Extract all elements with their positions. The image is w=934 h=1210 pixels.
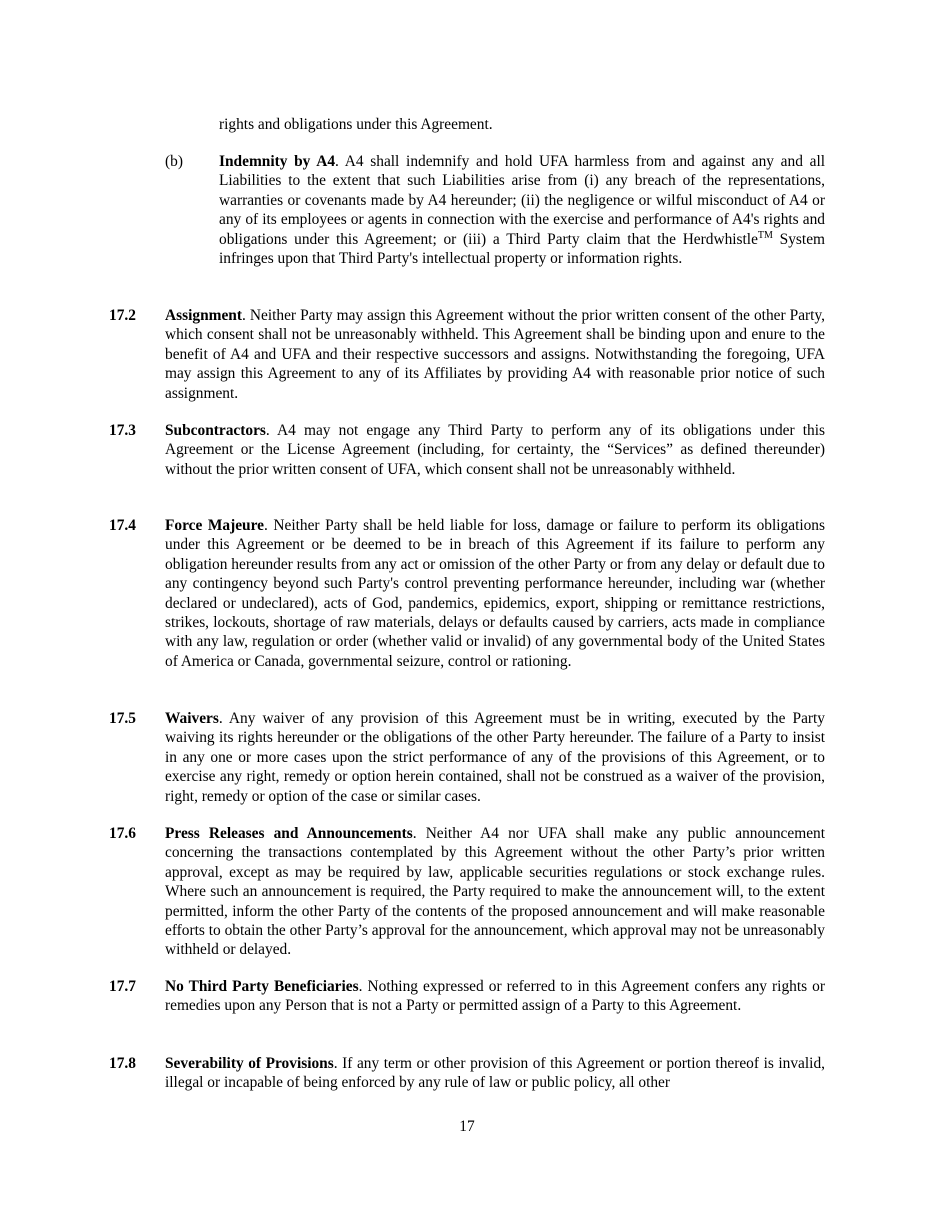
section-body (165, 709, 825, 806)
section-text: . A4 may not engage any Third Party to perform any of its obligations under this Agreement or the License Agreement (including, for certainty, the “Services” as defined thereunder) without the prior written consent of UFA, which consent shall not be unreasonably withheld. (165, 422, 825, 478)
section-body (165, 421, 825, 479)
section-text: . Neither Party may assign this Agreement without the prior written consent of the other Party, which consent shall not be unreasonably withheld. This Agreement shall be binding upon and enure to the benefit of A4 and UFA and their respective successors and assigns. Notwithstanding the foregoing, UFA may assign this Agreement to any of its Affiliates by providing A4 with reasonable prior notice of such assignment. (165, 307, 825, 402)
section-17-6 (109, 824, 825, 960)
section-body (165, 516, 825, 671)
section-heading: Waivers (165, 710, 219, 727)
trademark-mark: TM (757, 229, 773, 241)
section-body (165, 306, 825, 403)
section-heading: No Third Party Beneficiaries (165, 978, 359, 995)
subsection-b-body (219, 152, 825, 268)
section-number: 17.2 (109, 307, 136, 324)
section-text: . Any waiver of any provision of this Agreement must be in writing, executed by the Party waiving its rights hereunder or the obligations of the other Party hereunder. The failure of a Party to insist in any one or more cases upon the strict performance of any of the provisions of this Agreement, or to exercise any right, remedy or option herein contained, shall not be construed as a waiver of the provision, right, remedy or option of the case or similar cases. (165, 710, 825, 805)
section-heading: Press Releases and Announcements (165, 825, 413, 842)
section-17-4 (109, 516, 825, 671)
continuation-text: rights and obligations under this Agreement. (219, 116, 493, 133)
section-heading: Force Majeure (165, 517, 264, 534)
section-heading: Severability of Provisions (165, 1055, 334, 1072)
section-17-8 (109, 1054, 825, 1093)
section-text: . Neither A4 nor UFA shall make any public announcement concerning the transactions contemplated by this Agreement without the other Party’s prior written approval, except as may be required by law, applicable securities regulations or stock exchange rules. Where such an announcement is required, the Party required to make the announcement will, to the extent permitted, inform the other Party of the contents of the proposed announcement and will make reasonable efforts to obtain the other Party’s approval for the announcement, which approval may not be unreasonably withheld or delayed. (165, 825, 825, 959)
section-number: 17.4 (109, 517, 136, 534)
subsection-heading: Indemnity by A4 (219, 153, 336, 170)
section-body (165, 1054, 825, 1093)
section-heading: Assignment (165, 307, 242, 324)
section-17-2 (109, 306, 825, 403)
section-number: 17.6 (109, 825, 136, 842)
section-number: 17.8 (109, 1055, 136, 1072)
section-number: 17.7 (109, 978, 136, 995)
section-text: . Neither Party shall be held liable for loss, damage or failure to perform its obligations under this Agreement or be deemed to be in breach of this Agreement if its failure to perform any obligation hereunder results from any act or omission of the other Party or from any delay or default due to any contingency beyond such Party's control preventing performance hereunder, including war (whether declared or undeclared), acts of God, pandemics, epidemics, export, shipping or remittance restrictions, strikes, lockouts, shortage of raw materials, delays or defaults caused by carriers, acts made in compliance with any law, regulation or order (whether valid or invalid) of any governmental body of the United States of America or Canada, governmental seizure, control or rationing. (165, 517, 825, 670)
subsection-text: . A4 shall indemnify and hold UFA harmless from and against any and all Liabilities to the extent that such Liabilities arise from (i) any breach of the representations, warranties or covenants made by A4 hereunder; (ii) the negligence or wilful misconduct of A4 or any of its employees or agents in connection with the exercise and performance of A4's rights and obligations under this Agreement; or (iii) a Third Party claim that the Herdwhistle (219, 153, 825, 248)
section-body (165, 977, 825, 1016)
page-number: 17 (459, 1118, 475, 1135)
section-17-7 (109, 977, 825, 1016)
section-number: 17.3 (109, 422, 136, 439)
subsection-b (165, 152, 825, 268)
section-number: 17.5 (109, 710, 136, 727)
subsection-text-end: System infringes upon that Third Party's intellectual property or information rights. (219, 230, 825, 268)
subsection-label: (b) (165, 153, 183, 170)
section-heading: Subcontractors (165, 422, 266, 439)
section-body (165, 824, 825, 960)
section-17-3 (109, 421, 825, 479)
section-17-5 (109, 709, 825, 806)
section-text: . If any term or other provision of this Agreement or portion thereof is invalid, illegal or incapable of being enforced by any rule of law or public policy, all other (165, 1055, 825, 1092)
section-text: . Nothing expressed or referred to in this Agreement confers any rights or remedies upon any Person that is not a Party or permitted assign of a Party to this Agreement. (165, 978, 825, 1015)
